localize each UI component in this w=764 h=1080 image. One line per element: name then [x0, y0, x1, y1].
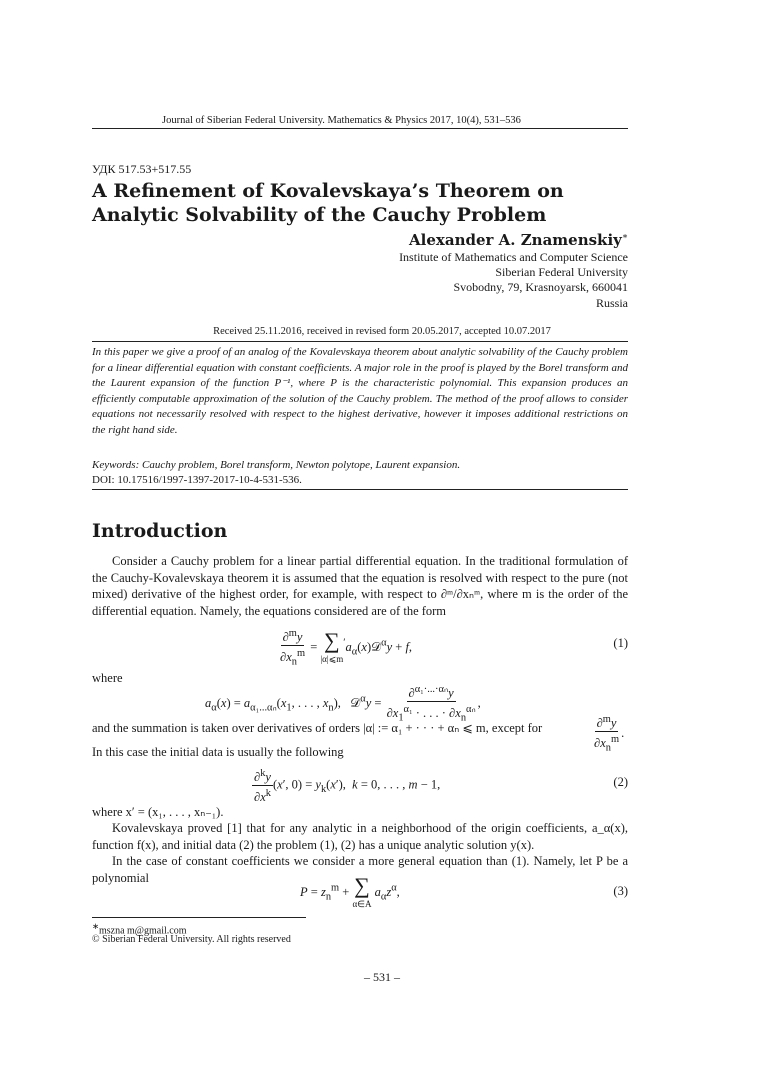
- received-dates: Received 25.11.2016, received in revised form 20.05.2017, accepted 10.07.2017: [213, 326, 551, 337]
- equation-3-number: (3): [613, 884, 628, 898]
- where-label: where: [92, 671, 123, 685]
- paragraph-5: Kovalevskaya proved [1] that for any analytic in a neighborhood of the origin coefficients, a_α(x), function f(x), and initial data (2) the problem (1), (2) has a unique analytic solution y(x).: [92, 821, 628, 852]
- page-number: – 531 –: [364, 970, 400, 984]
- equation-1: $\frac{\partial^my}{\partial x_n^m}$ = ∑ |α|⩽m $'a_\alpha(x)𝒟^\alpha y + f$,: [280, 627, 413, 668]
- keywords: Cauchy problem, Borel transform, Newton polytope, Laurent expansion.: [142, 459, 461, 471]
- copyright-text: Siberian Federal University. All rights reserved: [102, 934, 291, 945]
- paper-title: A Refinement of Kovalevskaya’s Theorem on Analytic Solvability of the Cauchy Problem: [92, 180, 564, 226]
- paragraph-3: In this case the initial data is usually the following: [92, 745, 344, 759]
- footnote-copyright: [92, 934, 291, 945]
- udk-code: УДК 517.53+517.55: [92, 162, 192, 176]
- footnote-rule: [92, 917, 306, 918]
- equation-inline-derivative: $\frac{\partial^my}{\partial x_n^m}$ .: [594, 714, 625, 754]
- abstract-bottom-rule: [92, 489, 628, 490]
- header-rule: [92, 128, 628, 129]
- section-heading: Introduction: [92, 520, 228, 542]
- equation-3: $P = z_n^m$ + ∑ α∈A $a_\alpha z^\alpha$,: [300, 873, 400, 909]
- affiliation-line-2: Siberian Federal University: [495, 265, 628, 279]
- paragraph-1: Consider a Cauchy problem for a linear partial differential equation. In the traditional formulation of the Cauchy-Kovalevskaya theorem it is assumed that the equation is resolved with respect to the pure (not mixed) derivative of the highest order, for example, with respect to ∂ᵐ/∂xₙᵐ, where m is the order of the differential equation. Namely, the equations considered are of the form: [92, 554, 628, 618]
- doi: DOI: 10.17516/1997-1397-2017-10-4-531-536.: [92, 474, 302, 486]
- author-name-text: Alexander A. Znamenskiy: [409, 231, 622, 249]
- journal-header: Journal of Siberian Federal University. Mathematics & Physics 2017, 10(4), 531–536: [162, 115, 521, 126]
- author-name: [409, 231, 628, 249]
- equation-definitions: $a_\alpha(x) = a_{\alpha_1...\alpha_n}(x_1$, . . . , $x_n$), 𝒟$^\alpha$y = $\frac{\partial^{\alpha_1\cdot...\cdot\alpha_n}y}{\partial x_1^{\alpha_1} \cdot . . . \cdot \partial x_n^{\alpha_n}}$ ,: [205, 684, 481, 724]
- paragraph-2: and the summation is taken over derivatives of orders |α| := α₁ + · · · + αₙ ⩽ m, except for: [92, 721, 543, 735]
- keywords-label: Keywords:: [92, 459, 140, 471]
- equation-1-number: (1): [613, 636, 628, 650]
- abstract: In this paper we give a proof of an analog of the Kovalevskaya theorem about analytic solvability of the Cauchy problem for a linear differential equation with constant coefficients. A major role in the proof is played by the Borel transform and the Laurent expansion of the function P⁻¹, where P is the characteristic polynomial. This expansion produces an efficiently computable approximation of the solution of the Cauchy problem. The method of the proof allows to consider equations not necessarily resolved with respect to the highest derivative, however it imposes additional restrictions on the right hand side.: [92, 346, 628, 436]
- equation-2-number: (2): [613, 775, 628, 789]
- copyright-icon: ©: [92, 934, 100, 945]
- paragraph-6: In the case of constant coefficients we consider a more general equation than (1). Namely, let P be a polynomial: [92, 854, 628, 885]
- keywords-block: [92, 458, 460, 488]
- footnote-email-mark: ∗: [92, 922, 99, 931]
- paragraph-4: where x′ = (x₁, . . . , xₙ₋₁).: [92, 805, 224, 819]
- affiliation-line-4: Russia: [595, 296, 628, 310]
- author-footnote-mark: ∗: [621, 232, 628, 242]
- affiliation-line-3: Svobodny, 79, Krasnoyarsk, 660041: [453, 280, 628, 294]
- abstract-top-rule: [92, 341, 628, 342]
- equation-2: $\frac{\partial^ky}{\partial x^k}$ (x′, $0) = y_k(x')$, k = 0, . . . , m − 1,: [254, 768, 441, 805]
- affiliation-line-1: Institute of Mathematics and Computer Science: [399, 250, 628, 264]
- footnote-email-text: mszna m@gmail.com: [98, 925, 187, 937]
